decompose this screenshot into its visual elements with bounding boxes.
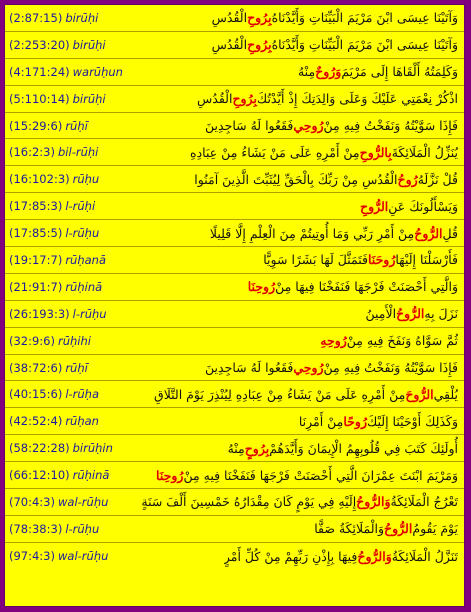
verse-row [5, 489, 464, 516]
verse-location: (2:87:15) [9, 10, 63, 25]
verse-reference [9, 543, 108, 570]
verse-row [5, 166, 464, 193]
verse-text-before: فَإِذَا سَوَّيْتُهُ وَنَفَخْتُ فِيهِ مِنْ [323, 118, 458, 133]
verse-row [5, 139, 464, 166]
verse-location: (21:91:7) [9, 279, 63, 294]
arabic-verse-text [228, 435, 458, 461]
transliteration: rūḥī [65, 118, 88, 133]
verse-row [5, 328, 464, 355]
transliteration: birūḥi [65, 10, 99, 25]
verse-text-before: وَآتَيْنَا عِيسَى ابْنَ مَرْيَمَ الْبَيِّنَاتِ وَأَيَّدْنَاهُ [271, 37, 458, 53]
verse-location: (40:15:6) [9, 387, 63, 402]
verse-text-before: وَكَلِمَتُهُ أَلْقَاهَا إِلَى مَرْيَمَ [341, 64, 458, 80]
verse-row [5, 220, 464, 247]
transliteration: rūḥu [72, 172, 100, 187]
verse-row [5, 462, 464, 489]
verse-location: (19:17:7) [9, 252, 63, 267]
arabic-verse-text [360, 193, 458, 219]
transliteration: l-rūḥu [65, 521, 100, 536]
arabic-verse-text [210, 220, 458, 246]
highlighted-word: وَالرُّوحُ [357, 548, 392, 564]
transliteration: l-rūḥa [65, 387, 100, 402]
highlighted-word: رُوحَنَا [367, 252, 396, 268]
verse-text-after: مِنْهُ [227, 440, 245, 456]
verse-row [5, 355, 464, 382]
verse-reference [9, 462, 109, 488]
verse-text-before: وَيَسْأَلُونَكَ عَنِ [388, 198, 458, 214]
verse-text-after: الْقُدُسِ [197, 91, 233, 107]
highlighted-word: الرُّوحُ [414, 225, 443, 241]
verse-row [5, 274, 464, 301]
transliteration: rūḥanā [65, 252, 107, 267]
arabic-verse-text [212, 32, 458, 58]
verse-text-after: مِنْ أَمْرِنَا [298, 413, 344, 429]
verse-text-before: اذْكُرْ نِعْمَتِي عَلَيْكَ وَعَلَى وَالِدَتِكَ إِذْ أَيَّدْتُكَ [256, 91, 458, 107]
verse-text-after: الْقُدُسِ [211, 10, 248, 26]
transliteration: birūḥi [72, 37, 106, 52]
verse-reference [9, 86, 106, 112]
highlighted-word: رُوحًا [343, 413, 367, 429]
verse-location: (17:85:3) [9, 199, 63, 214]
verse-row [5, 5, 464, 32]
transliteration: birūḥi [72, 91, 106, 106]
verse-location: (15:29:6) [9, 118, 63, 133]
verse-row [5, 86, 464, 113]
verse-text-before: وَآتَيْنَا عِيسَى ابْنَ مَرْيَمَ الْبَيِّنَاتِ وَأَيَّدْنَاهُ [271, 10, 458, 26]
verse-reference [9, 247, 106, 273]
arabic-verse-text [205, 355, 458, 381]
arabic-verse-text [365, 301, 458, 327]
verse-text-before: قُلِ [442, 225, 458, 241]
verse-text-before: فَإِذَا سَوَّيْتُهُ وَنَفَخْتُ فِيهِ مِنْ [323, 360, 458, 376]
verse-text-after: مِنْ أَمْرِهِ عَلَى مَنْ يَشَاءُ مِنْ عِبَادِهِ لِيُنْذِرَ يَوْمَ التَّلَاقِ [154, 386, 406, 402]
highlighted-word: الرُّوحَ [405, 386, 434, 402]
highlighted-word: بِرُوحِ [232, 91, 257, 107]
verse-row [5, 408, 464, 435]
verse-location: (5:110:14) [9, 91, 70, 106]
concordance-panel [4, 4, 465, 607]
highlighted-word: بِالرُّوحِ [359, 144, 392, 160]
verse-text-after: وَالْمَلَائِكَةُ صَفًّا [314, 521, 385, 537]
verse-location: (16:2:3) [9, 145, 55, 160]
verse-reference [9, 5, 98, 31]
transliteration: warūḥun [72, 64, 123, 79]
highlighted-word: بِرُوحِ [247, 37, 272, 53]
verse-text-after: فَتَمَثَّلَ لَهَا بَشَرًا سَوِيًّا [263, 252, 368, 268]
verse-reference [9, 381, 99, 407]
verse-row [5, 301, 464, 328]
transliteration: rūḥan [65, 414, 99, 429]
verse-text-before: وَالَّتِي أَحْصَنَتْ فَرْجَهَا فَنَفَخْنَا فِيهَا مِنْ [275, 279, 458, 295]
verse-reference [9, 166, 99, 192]
highlighted-word: رُوحُ [397, 171, 418, 187]
verse-text-before: ثُمَّ سَوَّاهُ وَنَفَخَ فِيهِ مِنْ [346, 333, 458, 349]
arabic-verse-text [141, 489, 458, 515]
highlighted-word: وَرُوحٌ [315, 64, 342, 80]
verse-text-before: فَأَرْسَلْنَا إِلَيْهَا [395, 252, 458, 268]
verse-reference [9, 355, 88, 381]
transliteration: bil-rūḥi [58, 145, 99, 160]
highlighted-word: رُوحِهِ [320, 333, 347, 349]
transliteration: l-rūḥi [65, 199, 96, 214]
transliteration: l-rūḥu [65, 226, 100, 241]
highlighted-word: رُوحِي [293, 360, 324, 376]
verse-row [5, 113, 464, 140]
verse-location: (42:52:4) [9, 414, 63, 429]
verse-row [5, 193, 464, 220]
arabic-verse-text [263, 247, 458, 273]
verse-reference [9, 516, 99, 542]
verse-location: (58:22:28) [9, 441, 70, 456]
verse-location: (78:38:3) [9, 521, 63, 536]
arabic-verse-text [190, 139, 458, 165]
verse-row [5, 381, 464, 408]
verse-location: (66:12:10) [9, 468, 70, 483]
verse-text-before: يَوْمَ يَقُومُ [412, 521, 458, 537]
verse-text-after: مِنْ أَمْرِ رَبِّي وَمَا أُوتِيتُمْ مِنَ الْعِلْمِ إِلَّا قَلِيلًا [209, 225, 415, 241]
arabic-verse-text [298, 59, 458, 85]
transliteration: rūḥī [65, 360, 88, 375]
arabic-verse-text [320, 328, 458, 354]
verse-location: (17:85:5) [9, 226, 63, 241]
verse-row [5, 59, 464, 86]
highlighted-word: الرُّوحُ [396, 306, 425, 322]
verse-text-before: تَنَزَّلُ الْمَلَائِكَةُ [391, 548, 458, 564]
transliteration: l-rūḥu [72, 306, 107, 321]
verse-row [5, 247, 464, 274]
verse-text-before: نَزَلَ بِهِ [424, 306, 458, 322]
arabic-verse-text [248, 274, 458, 300]
transliteration: birūḥin [72, 441, 113, 456]
arabic-verse-text [314, 516, 458, 542]
verse-location: (16:102:3) [9, 172, 70, 187]
highlighted-word: الرُّوحِ [360, 198, 389, 214]
arabic-verse-text [154, 381, 458, 407]
verse-text-after: فِيهَا بِإِذْنِ رَبِّهِمْ مِنْ كُلِّ أَمْرٍ [223, 548, 358, 564]
verse-location: (32:9:6) [9, 333, 55, 348]
verse-reference [9, 489, 108, 515]
verse-location: (70:4:3) [9, 494, 55, 509]
verse-text-after: الْأَمِينُ [365, 306, 397, 322]
verse-reference [9, 193, 95, 219]
transliteration: wal-rūḥu [58, 549, 109, 564]
verse-text-before: أُولَئِكَ كَتَبَ فِي قُلُوبِهِمُ الْإِيمَانَ وَأَيَّدَهُمْ [269, 440, 458, 456]
verse-reference [9, 220, 99, 246]
verse-text-before: تَعْرُجُ الْمَلَائِكَةُ [390, 494, 458, 510]
verse-row [5, 516, 464, 543]
transliteration: wal-rūḥu [58, 494, 109, 509]
verse-text-after: مِنْ أَمْرِهِ عَلَى مَنْ يَشَاءُ مِنْ عِبَادِهِ [190, 144, 360, 160]
verse-text-after: فَقَعُوا لَهُ سَاجِدِينَ [205, 360, 294, 376]
verse-text-before: يُنَزِّلُ الْمَلَائِكَةَ [391, 144, 458, 160]
verse-reference [9, 113, 88, 139]
highlighted-word: الرُّوحُ [384, 521, 413, 537]
highlighted-word: رُوحِنَا [247, 279, 276, 295]
verse-row [5, 543, 464, 570]
arabic-verse-text [197, 86, 458, 112]
transliteration: rūḥinā [65, 279, 103, 294]
highlighted-word: رُوحِنَا [156, 467, 184, 483]
arabic-verse-text [224, 543, 458, 570]
verse-text-after: إِلَيْهِ فِي يَوْمٍ كَانَ مِقْدَارُهُ خَمْسِينَ أَلْفَ سَنَةٍ [141, 494, 357, 510]
verse-reference [9, 408, 99, 434]
highlighted-word: رُوحِي [293, 118, 324, 133]
verse-text-after: فَقَعُوا لَهُ سَاجِدِينَ [205, 118, 294, 133]
arabic-verse-text [194, 166, 458, 192]
verse-reference [9, 301, 107, 327]
verse-text-before: يُلْقِي [433, 386, 458, 402]
arabic-verse-text [212, 5, 458, 31]
highlighted-word: بِرُوحٍ [244, 440, 270, 456]
verse-reference [9, 328, 91, 354]
arabic-verse-text [205, 113, 458, 139]
verse-text-after: الْقُدُسِ [211, 37, 248, 53]
verse-location: (2:253:20) [9, 37, 70, 52]
verse-location: (26:193:3) [9, 306, 70, 321]
transliteration: rūḥinā [72, 468, 110, 483]
highlighted-word: بِرُوحِ [247, 10, 272, 26]
verse-location: (4:171:24) [9, 64, 70, 79]
verse-row [5, 435, 464, 462]
verse-location: (38:72:6) [9, 360, 63, 375]
verse-location: (97:4:3) [9, 549, 55, 564]
highlighted-word: وَالرُّوحُ [356, 494, 391, 510]
arabic-verse-text [156, 462, 458, 488]
verse-text-after: الْقُدُسِ مِنْ رَبِّكَ بِالْحَقِّ لِيُثَبِّتَ الَّذِينَ آمَنُوا [194, 171, 398, 187]
verse-text-after: مِنْهُ [297, 64, 316, 80]
verse-reference [9, 139, 98, 165]
arabic-verse-text [299, 408, 458, 434]
verse-reference [9, 435, 113, 461]
verse-reference [9, 32, 106, 58]
verse-row [5, 32, 464, 59]
verse-text-before: وَكَذَلِكَ أَوْحَيْنَا إِلَيْكَ [366, 413, 458, 429]
verse-reference [9, 59, 123, 85]
verse-text-before: وَمَرْيَمَ ابْنَتَ عِمْرَانَ الَّتِي أَحْصَنَتْ فَرْجَهَا فَنَفَخْنَا فِيهِ مِنْ [183, 467, 458, 483]
verse-text-before: قُلْ نَزَّلَهُ [417, 171, 458, 187]
verse-reference [9, 274, 102, 300]
transliteration: rūḥihi [58, 333, 91, 348]
